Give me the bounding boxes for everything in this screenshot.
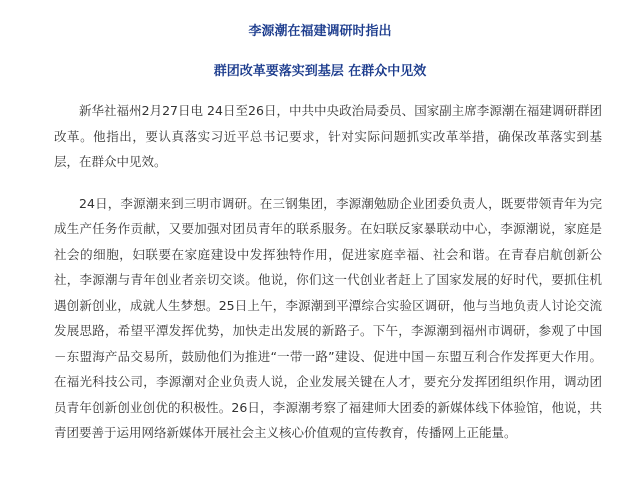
article-title: 李源潮在福建调研时指出 xyxy=(248,24,392,39)
article-body xyxy=(54,98,602,462)
paragraph-lead: 新华社福州2月27日电 24日至26日，中共中央政治局委员、国家副主席李源潮在福建调研群团改革。他指出，要认真落实习近平总书记要求，针对实际问题抓实改革举措，确保改革落实到基层，在群众中见效。 xyxy=(54,103,602,169)
article-subtitle: 群团改革要落实到基层 在群众中见效 xyxy=(213,64,427,79)
paragraph-main: 24日，李源潮来到三明市调研。在三钢集团，李源潮勉励企业团委负责人，既要带领青年为完成生产任务作贡献，又要加强对团员青年的联系服务。在妇联反家暴联动中心，李源潮说，家庭是社会的细胞，妇联要在家庭建设中发挥独特作用，促进家庭幸福、社会和谐。在青春启航创新公社，李源潮与青年创业者亲切交谈。他说，你们这一代创业者赶上了国家发展的好时代，要抓住机遇创新创业，成就人生梦想。25日上午，李源潮到平潭综合实验区调研，他与当地负责人讨论交流发展思路，希望平潭发挥优势，加快走出发展的新路子。下午，李源潮到福州市调研，参观了中国－东盟海产品交易所，鼓励他们为推进“一带一路”建设、促进中国－东盟互利合作发挥更大作用。在福光科技公司，李源潮对企业负责人说，企业发展关键在人才，要充分发挥团组织作用，调动团员青年创新创业创优的积极性。26日，李源潮考察了福建师大团委的新媒体线下体验馆，他说，共青团要善于运用网络新媒体开展社会主义核心价值观的宣传教育，传播网上正能量。 xyxy=(54,195,602,440)
